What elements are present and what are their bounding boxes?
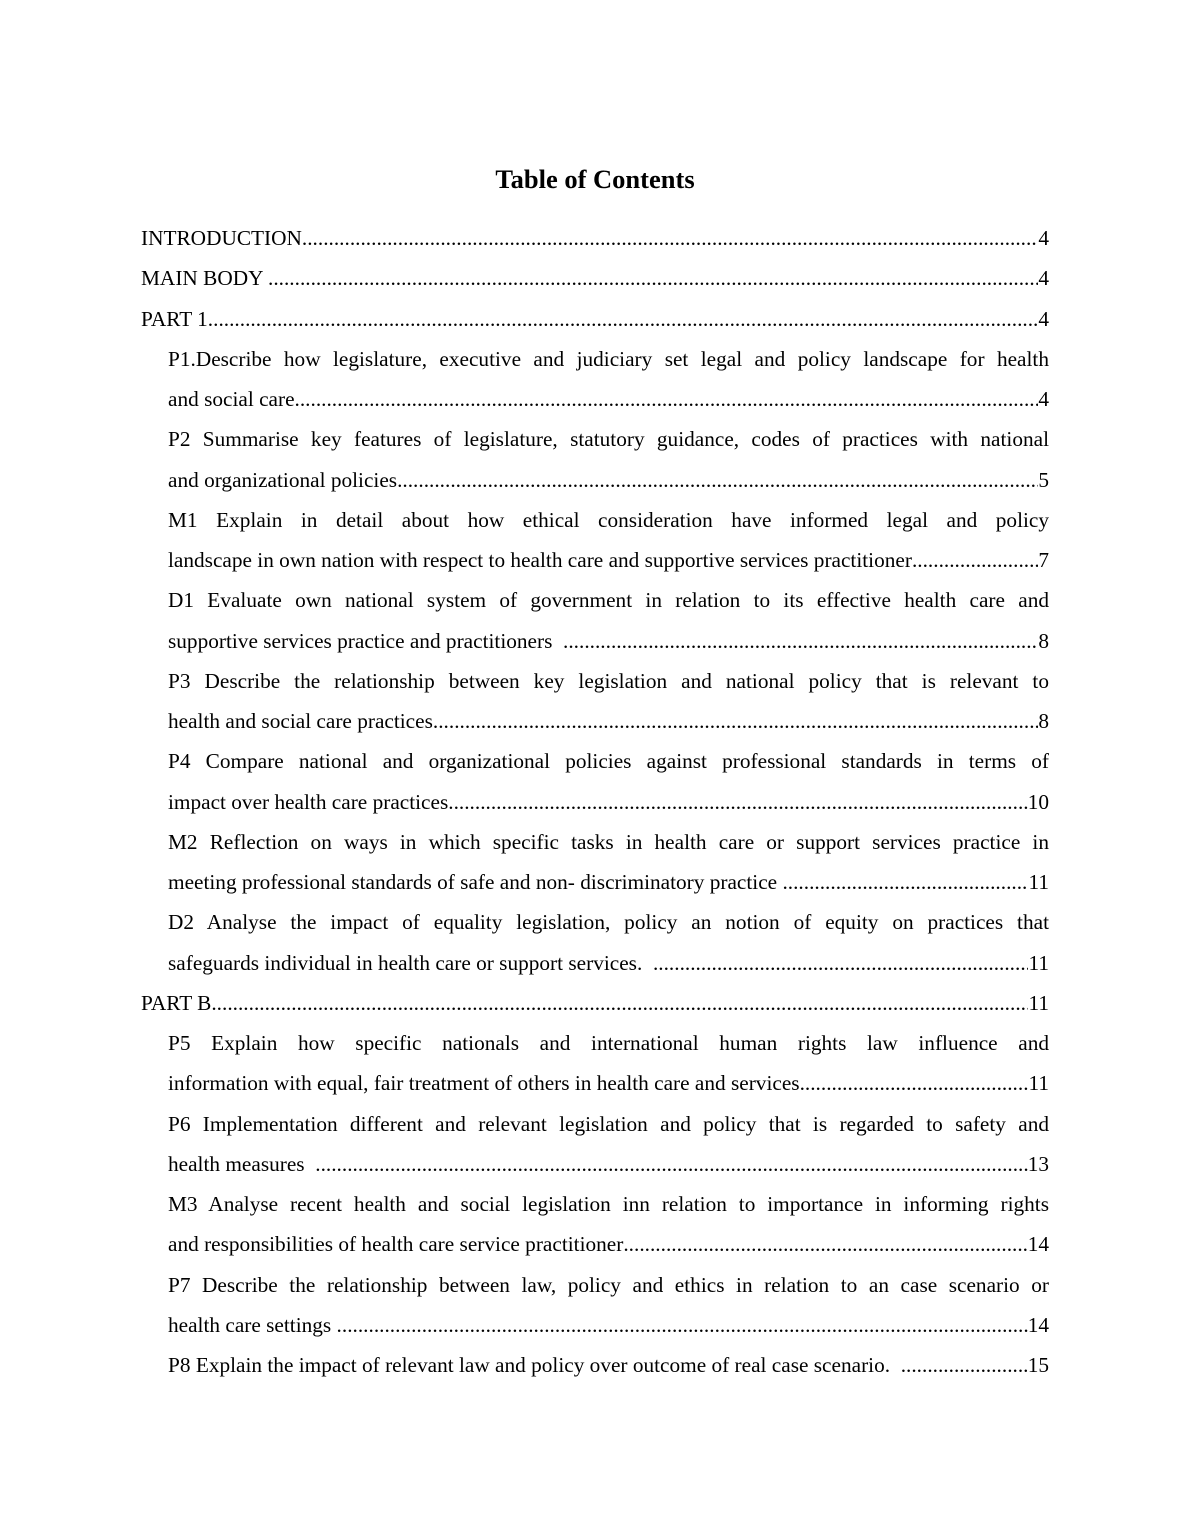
- toc-page-number: 4: [1038, 306, 1049, 331]
- toc-page-number: 8: [1038, 628, 1049, 653]
- toc-entry-text-line: P6 Implementation different and relevant legislation and policy that is regarded to safety and: [168, 1111, 1049, 1136]
- toc-entry-last-line: [168, 379, 1049, 419]
- toc-entry[interactable]: [141, 258, 1049, 298]
- toc-entry-last-line: [168, 701, 1049, 741]
- dot-leader: [563, 621, 1038, 661]
- dot-leader: [800, 1063, 1029, 1103]
- toc-entry-label: health care settings: [168, 1312, 337, 1337]
- toc-entry-label: P8 Explain the impact of relevant law and policy over outcome of real case scenario.: [168, 1353, 901, 1377]
- toc-entry-label: safeguards individual in health care or support services.: [168, 950, 653, 975]
- toc-entry[interactable]: [168, 1345, 1049, 1385]
- dot-leader: [295, 379, 1039, 419]
- toc-entry-last-line: [168, 540, 1049, 580]
- toc-entry-text-line: P5 Explain how specific nationals and international human rights law influence and: [168, 1031, 1049, 1055]
- toc-page-number: 7: [1038, 548, 1049, 572]
- toc-entry-last-line: [141, 299, 1049, 339]
- toc-entry[interactable]: [141, 218, 1049, 258]
- toc-list: [141, 218, 1049, 1385]
- toc-page-number: 4: [1038, 266, 1049, 291]
- toc-entry-label: and responsibilities of health care service practitioner: [168, 1232, 624, 1257]
- toc-entry-last-line: [168, 1305, 1049, 1345]
- toc-entry-last-line: [141, 218, 1049, 258]
- toc-entry[interactable]: [168, 1023, 1049, 1104]
- toc-page-number: 11: [1028, 870, 1049, 894]
- dot-leader: [315, 1144, 1027, 1184]
- toc-entry-label: health and social care practices: [168, 709, 433, 733]
- toc-entry[interactable]: [168, 902, 1049, 983]
- toc-entry-label: and social care: [168, 387, 295, 411]
- dot-leader: [901, 1345, 1028, 1385]
- toc-entry-text-line: D2 Analyse the impact of equality legislation, policy an notion of equity on practices that: [168, 910, 1049, 935]
- toc-entry[interactable]: [168, 1265, 1049, 1346]
- toc-entry-text-line: P2 Summarise key features of legislature, statutory guidance, codes of practices with national: [168, 427, 1049, 452]
- toc-entry[interactable]: [168, 1104, 1049, 1185]
- dot-leader: [912, 540, 1038, 580]
- toc-entry-last-line: [168, 1144, 1049, 1184]
- dot-leader: [337, 1305, 1028, 1345]
- toc-entry[interactable]: [168, 580, 1049, 661]
- toc-entry-text-line: M1 Explain in detail about how ethical consideration have informed legal and policy: [168, 507, 1049, 532]
- dot-leader: [623, 1224, 1027, 1264]
- dot-leader: [208, 299, 1039, 339]
- toc-entry-text-line: P7 Describe the relationship between law, policy and ethics in relation to an case scenario or: [168, 1272, 1049, 1297]
- toc-page-number: 5: [1038, 467, 1049, 492]
- toc-entry-label: INTRODUCTION: [141, 226, 302, 250]
- toc-entry-last-line: [168, 460, 1049, 500]
- toc-entry-text-line: P3 Describe the relationship between key legislation and national policy that is relevant to: [168, 668, 1049, 693]
- toc-entry[interactable]: [141, 299, 1049, 339]
- toc-page-number: 11: [1028, 990, 1049, 1015]
- dot-leader: [397, 460, 1038, 500]
- toc-page-number: 11: [1028, 950, 1049, 975]
- dot-leader: [268, 258, 1038, 298]
- toc-entry-text-line: D1 Evaluate own national system of government in relation to its effective health care and: [168, 588, 1049, 613]
- toc-entry-label: information with equal, fair treatment of others in health care and services: [168, 1071, 800, 1096]
- toc-entry-last-line: [168, 943, 1049, 983]
- toc-entry-text-line: P1.Describe how legislature, executive and judiciary set legal and policy landscape for health: [168, 346, 1049, 371]
- toc-entry[interactable]: [168, 500, 1049, 581]
- dot-leader: [448, 782, 1027, 822]
- dot-leader: [782, 862, 1028, 902]
- toc-page-number: 14: [1027, 1312, 1049, 1337]
- dot-leader: [653, 943, 1029, 983]
- toc-entry-text-line: M3 Analyse recent health and social legislation inn relation to importance in informing rights: [168, 1192, 1049, 1216]
- toc-entry-label: MAIN BODY: [141, 266, 268, 291]
- toc-entry-text-line: P4 Compare national and organizational policies against professional standards in terms of: [168, 749, 1049, 774]
- toc-entry-last-line: [141, 983, 1049, 1023]
- toc-entry-label: supportive services practice and practitioners: [168, 628, 564, 653]
- toc-page-number: 14: [1027, 1232, 1049, 1257]
- toc-entry-last-line: [168, 1345, 1049, 1385]
- toc-page-number: 10: [1027, 789, 1049, 814]
- toc-page-number: 8: [1038, 709, 1049, 733]
- toc-entry[interactable]: [168, 741, 1049, 822]
- toc-entry-last-line: [168, 1063, 1049, 1103]
- toc-entry[interactable]: [168, 1184, 1049, 1265]
- dot-leader: [302, 218, 1038, 258]
- toc-entry-last-line: [141, 258, 1049, 298]
- toc-entry-label: PART B: [141, 990, 212, 1015]
- toc-entry-text-line: M2 Reflection on ways in which specific tasks in health care or support services practice in: [168, 829, 1049, 854]
- toc-entry[interactable]: [168, 822, 1049, 903]
- toc-entry-label: and organizational policies: [168, 467, 398, 492]
- toc-entry-label: meeting professional standards of safe and non- discriminatory practice: [168, 870, 783, 894]
- toc-page-number: 13: [1027, 1151, 1049, 1176]
- toc-entry-label: health measures: [168, 1151, 316, 1176]
- toc-entry-last-line: [168, 1224, 1049, 1264]
- dot-leader: [211, 983, 1028, 1023]
- toc-entry-label: landscape in own nation with respect to health care and supportive services practitioner: [168, 548, 912, 572]
- toc-entry-label: impact over health care practices: [168, 789, 449, 814]
- toc-entry[interactable]: [168, 339, 1049, 420]
- toc-entry[interactable]: [168, 661, 1049, 742]
- toc-title: Table of Contents: [495, 164, 695, 194]
- toc-page-number: 4: [1038, 226, 1049, 250]
- dot-leader: [433, 701, 1038, 741]
- toc-entry-label: PART 1: [141, 306, 208, 331]
- toc-entry[interactable]: [168, 419, 1049, 500]
- toc-entry-last-line: [168, 862, 1049, 902]
- toc-entry-last-line: [168, 621, 1049, 661]
- toc-page-number: 4: [1038, 387, 1049, 411]
- toc-page-number: 11: [1028, 1071, 1049, 1096]
- toc-entry-last-line: [168, 782, 1049, 822]
- toc-page-number: 15: [1027, 1353, 1049, 1377]
- toc-entry[interactable]: [141, 983, 1049, 1023]
